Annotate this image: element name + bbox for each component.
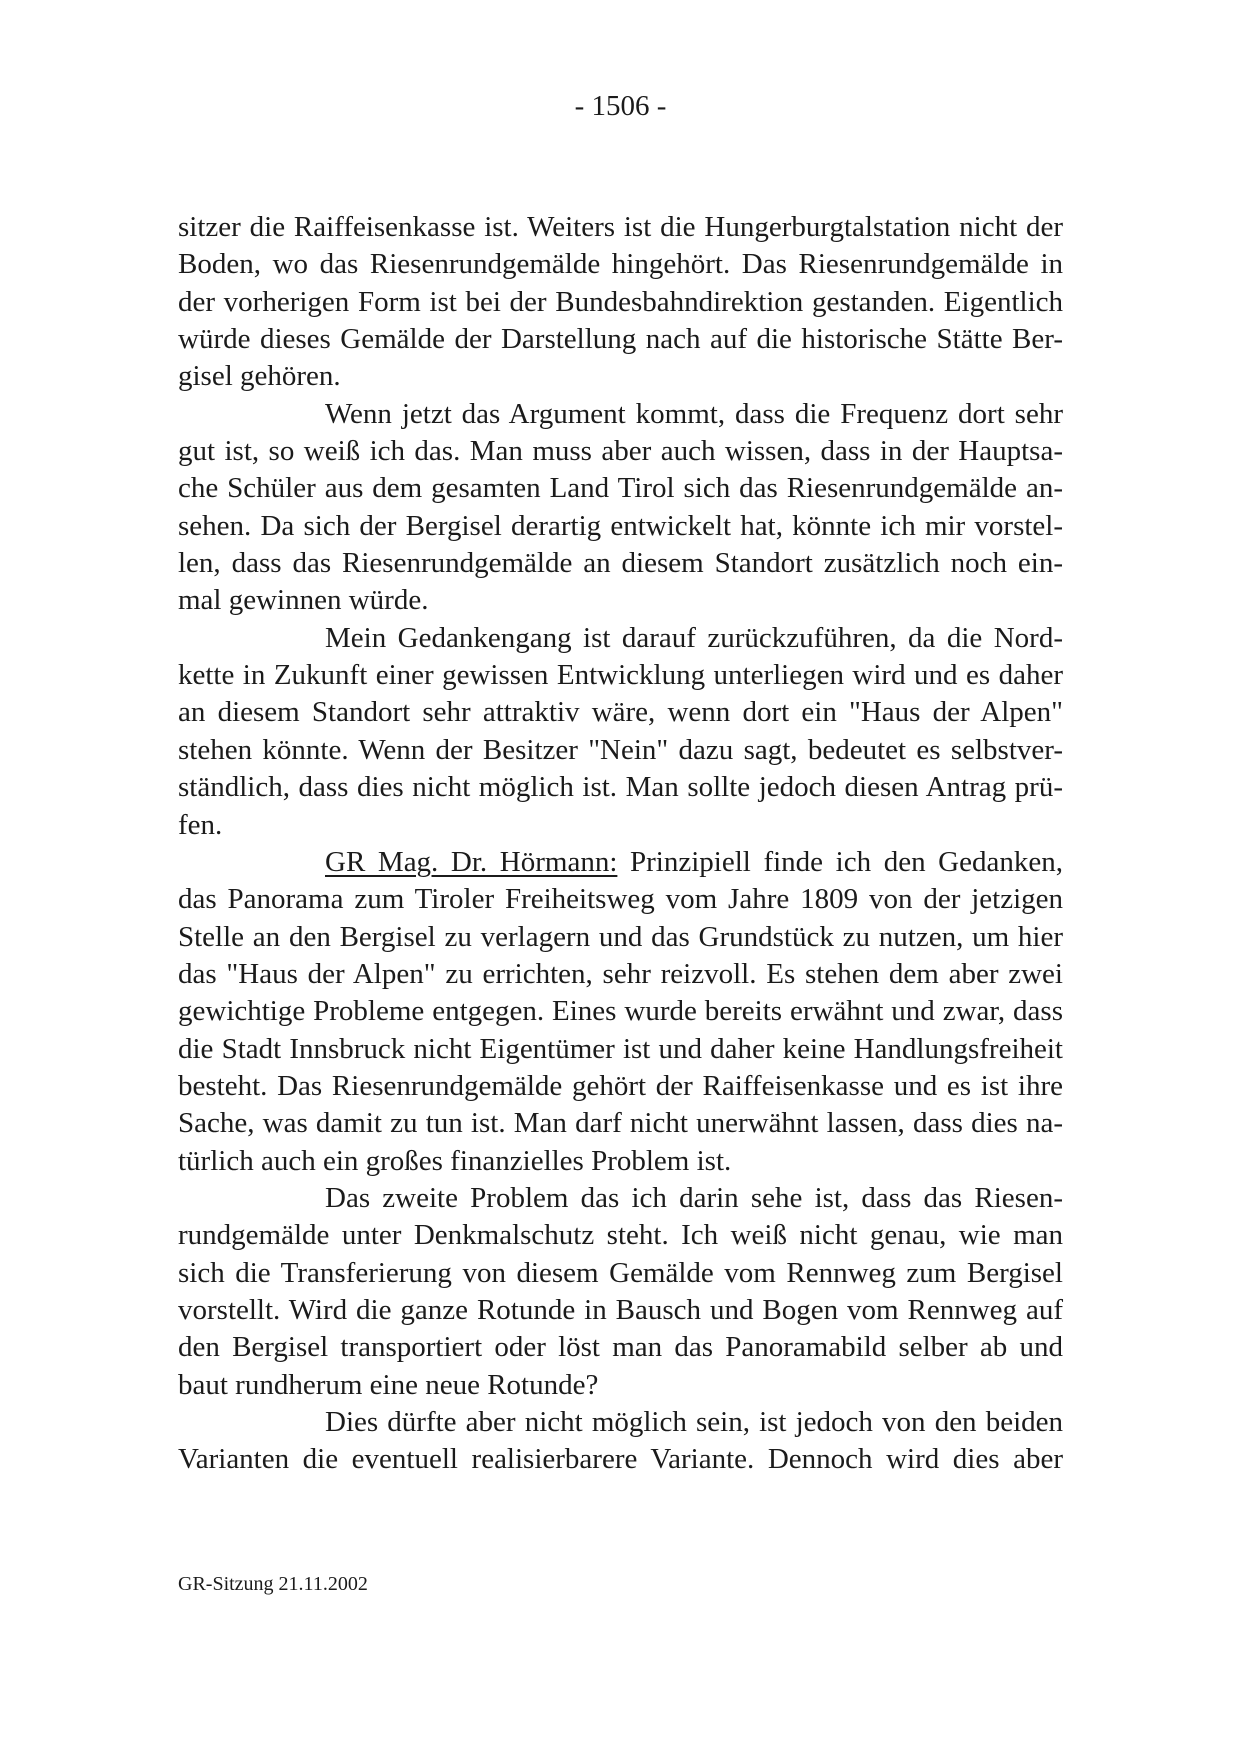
- text-line: sitzer die Raiffeisenkasse ist. Weiters ist die Hungerburgtalstation nicht der: [178, 211, 1063, 243]
- text-line: das "Haus der Alpen" zu errichten, sehr reizvoll. Es stehen dem aber zwei: [178, 957, 1063, 990]
- text-line: baut rundherum eine neue Rotunde?: [178, 1368, 599, 1401]
- text-line: Wenn jetzt das Argument kommt, dass die Frequenz dort sehr: [325, 397, 1063, 430]
- text-line: an diesem Standort sehr attraktiv wäre, wenn dort ein "Haus der Alpen": [178, 696, 1063, 729]
- text-line: gisel gehören.: [178, 360, 341, 393]
- text-line: die Stadt Innsbruck nicht Eigentümer ist und daher keine Handlungsfreiheit: [178, 1032, 1063, 1065]
- text-line: rundgemälde unter Denkmalschutz steht. Ich weiß nicht genau, wie man: [178, 1219, 1063, 1252]
- text-line: vorstellt. Wird die ganze Rotunde in Bausch und Bogen vom Rennweg auf: [178, 1293, 1063, 1326]
- text-line: len, dass das Riesenrundgemälde an diesem Standort zusätzlich noch ein-: [178, 547, 1063, 580]
- body-text: [178, 209, 1063, 1479]
- text-line: gut ist, so weiß ich das. Man muss aber auch wissen, dass in der Hauptsa-: [178, 435, 1063, 468]
- text-line: den Bergisel transportiert oder löst man das Panoramabild selber ab und: [178, 1331, 1063, 1364]
- text-line: sehen. Da sich der Bergisel derartig entwickelt hat, könnte ich mir vorstel-: [178, 509, 1063, 542]
- text-line: che Schüler aus dem gesamten Land Tirol sich das Riesenrundgemälde an-: [178, 472, 1063, 505]
- text-line: Boden, wo das Riesenrundgemälde hingehört. Das Riesenrundgemälde in: [178, 248, 1063, 281]
- text-line: das Panorama zum Tiroler Freiheitsweg vom Jahre 1809 von der jetzigen: [178, 883, 1063, 916]
- text-line: kette in Zukunft einer gewissen Entwicklung unterliegen wird und es daher: [178, 659, 1063, 692]
- text-line: Varianten die eventuell realisierbarere Variante. Dennoch wird dies aber: [178, 1443, 1063, 1476]
- text-line: Mein Gedankengang ist darauf zurückzuführen, da die Nord-: [325, 621, 1063, 654]
- text-line: gewichtige Probleme entgegen. Eines wurde bereits erwähnt und zwar, dass: [178, 995, 1063, 1028]
- text-line: ständlich, dass dies nicht möglich ist. Man sollte jedoch diesen Antrag prü-: [178, 771, 1063, 804]
- text-line: Stelle an den Bergisel zu verlagern und das Grundstück zu nutzen, um hier: [178, 920, 1063, 953]
- speaker-name: GR Mag. Dr. Hörmann:: [325, 845, 618, 878]
- text-line: fen.: [178, 808, 223, 841]
- page-number: - 1506 -: [574, 90, 667, 122]
- text-line: der vorherigen Form ist bei der Bundesbahndirektion gestanden. Eigentlich: [178, 285, 1063, 318]
- page-footer: GR-Sitzung 21.11.2002: [178, 1573, 368, 1595]
- text-line: Dies dürfte aber nicht möglich sein, ist jedoch von den beiden: [325, 1406, 1063, 1438]
- text-line: Das zweite Problem das ich darin sehe ist, dass das Riesen-: [325, 1181, 1063, 1214]
- text-line: Sache, was damit zu tun ist. Man darf nicht unerwähnt lassen, dass dies na-: [178, 1107, 1063, 1140]
- text-line: GR Mag. Dr. Hörmann: Prinzipiell finde ich den Gedanken,: [325, 845, 1063, 878]
- text-line: türlich auch ein großes finanzielles Problem ist.: [178, 1144, 732, 1177]
- text-line: sich die Transferierung von diesem Gemälde vom Rennweg zum Bergisel: [178, 1256, 1063, 1289]
- text-line: besteht. Das Riesenrundgemälde gehört der Raiffeisenkasse und es ist ihre: [178, 1069, 1063, 1102]
- text-line: stehen könnte. Wenn der Besitzer "Nein" dazu sagt, bedeutet es selbstver-: [178, 733, 1063, 766]
- text-line: mal gewinnen würde.: [178, 584, 429, 617]
- text-line: würde dieses Gemälde der Darstellung nach auf die historische Stätte Ber-: [178, 323, 1063, 356]
